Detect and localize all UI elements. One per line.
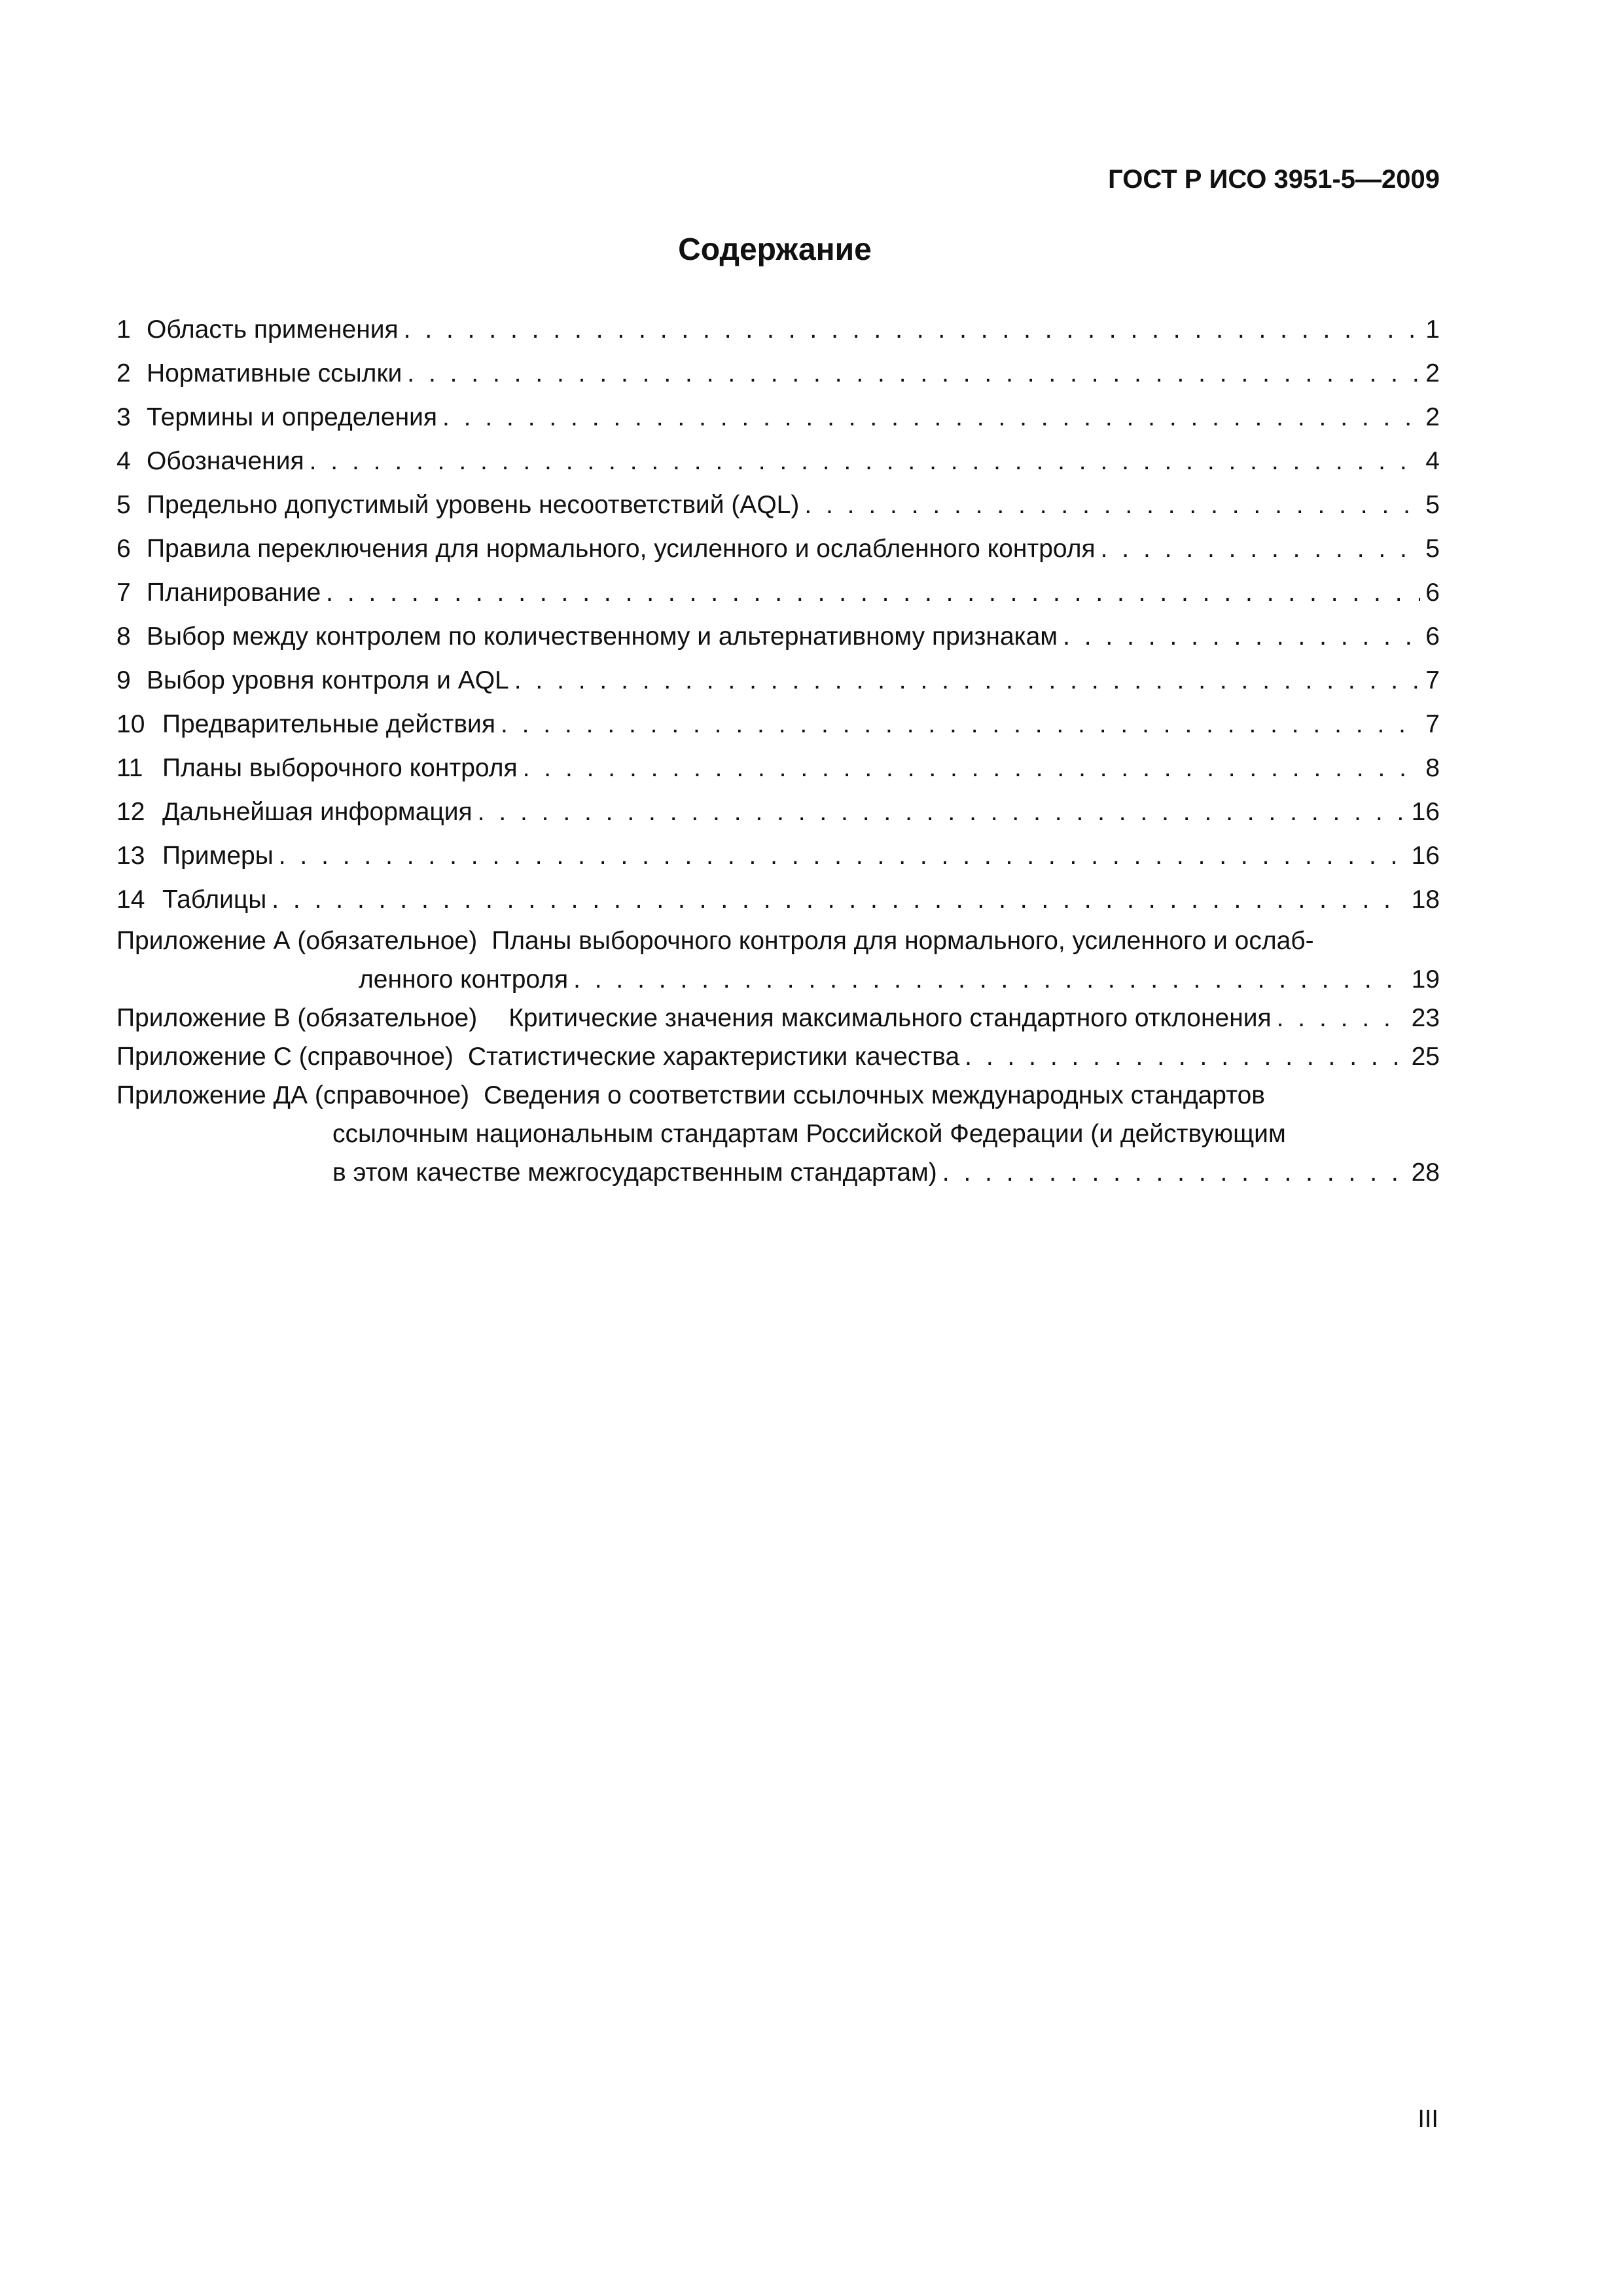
toc-item-number: 6 <box>116 535 131 563</box>
toc-item[interactable] <box>116 483 1440 527</box>
dot-leader <box>501 702 1420 746</box>
toc-item-label: Выбор уровня контроля и AQL <box>147 666 509 694</box>
toc-item-label: Дальнейшая информация <box>162 798 473 826</box>
toc-item-number: 13 <box>116 842 145 870</box>
toc-item-label: Область применения <box>147 315 399 344</box>
annex-title-line: Статистические характеристики качества <box>467 1043 960 1071</box>
annex-title-line: Критические значения максимального стандартного отклонения <box>508 1004 1272 1032</box>
dot-leader <box>478 790 1406 834</box>
toc-item-number: 14 <box>116 886 145 914</box>
toc-annex-a[interactable] <box>116 922 1440 999</box>
toc-item-page: 18 <box>1411 886 1440 914</box>
toc-item-label: Выбор между контролем по количественному и альтернативному признакам <box>147 622 1058 651</box>
toc-item[interactable] <box>116 527 1440 571</box>
toc-item-number: 1 <box>116 315 131 344</box>
toc-item[interactable] <box>116 395 1440 439</box>
dot-leader <box>965 1037 1406 1076</box>
table-of-contents <box>116 308 1440 1192</box>
toc-item-page: 2 <box>1425 403 1440 431</box>
toc-item-number: 8 <box>116 622 131 651</box>
toc-item-number: 2 <box>116 359 131 387</box>
annex-title-line: в этом качестве межгосударственным стандартам) <box>332 1158 937 1187</box>
dot-leader <box>407 351 1420 395</box>
toc-item-label: Предварительные действия <box>162 710 495 738</box>
toc-item[interactable] <box>116 439 1440 483</box>
toc-item[interactable] <box>116 878 1440 922</box>
annex-title-line: Планы выборочного контроля для нормального, усиленного и ослаб- <box>491 927 1314 955</box>
toc-item-label: Нормативные ссылки <box>147 359 402 387</box>
toc-item[interactable] <box>116 351 1440 395</box>
annex-heading: Приложение А (обязательное) <box>116 927 478 955</box>
toc-item-page: 6 <box>1425 622 1440 651</box>
toc-item[interactable] <box>116 702 1440 746</box>
annex-heading: Приложение ДА (справочное) <box>116 1081 470 1109</box>
dot-leader <box>573 960 1406 999</box>
toc-annex-da[interactable] <box>116 1076 1440 1192</box>
toc-item-page: 25 <box>1411 1043 1440 1071</box>
page-number: III <box>1418 2106 1438 2133</box>
toc-item-page: 2 <box>1425 359 1440 387</box>
toc-item[interactable] <box>116 308 1440 351</box>
toc-item-page: 19 <box>1411 965 1440 994</box>
toc-item[interactable] <box>116 790 1440 834</box>
toc-item-page: 28 <box>1411 1158 1440 1187</box>
toc-item-number: 10 <box>116 710 145 738</box>
dot-leader <box>942 1153 1406 1192</box>
toc-item[interactable] <box>116 746 1440 790</box>
dot-leader <box>1101 527 1421 571</box>
toc-item[interactable] <box>116 658 1440 702</box>
annex-title-line: ленного контроля <box>359 965 569 994</box>
dot-leader <box>523 746 1421 790</box>
toc-item-page: 8 <box>1425 754 1440 782</box>
document-code: ГОСТ Р ИСО 3951-5—2009 <box>1108 165 1440 194</box>
annex-title-line: Сведения о соответствии ссылочных международных стандартов <box>484 1081 1265 1109</box>
toc-item-page: 16 <box>1411 842 1440 870</box>
toc-item-label: Таблицы <box>162 886 267 914</box>
dot-leader <box>310 439 1421 483</box>
toc-item-page: 7 <box>1425 666 1440 694</box>
dot-leader <box>1277 999 1406 1037</box>
dot-leader <box>442 395 1420 439</box>
toc-item-label: Термины и определения <box>147 403 438 431</box>
toc-item-page: 23 <box>1411 1004 1440 1032</box>
toc-item-label: Планы выборочного контроля <box>162 754 518 782</box>
toc-item-label: Предельно допустимый уровень несоответствий (AQL) <box>147 491 800 519</box>
toc-item[interactable] <box>116 571 1440 615</box>
toc-item-label: Правила переключения для нормального, усиленного и ослабленного контроля <box>147 535 1096 563</box>
dot-leader <box>404 308 1421 351</box>
toc-item[interactable] <box>116 615 1440 658</box>
toc-item-number: 4 <box>116 447 131 475</box>
toc-item-number: 9 <box>116 666 131 694</box>
dot-leader <box>514 658 1421 702</box>
dot-leader <box>326 571 1420 615</box>
toc-item-page: 5 <box>1425 535 1440 563</box>
toc-item-label: Обозначения <box>147 447 304 475</box>
toc-item-number: 7 <box>116 579 131 607</box>
toc-item-number: 3 <box>116 403 131 431</box>
dot-leader <box>1063 615 1420 658</box>
annex-title-line: ссылочным национальным стандартам Российской Федерации (и действующим <box>332 1120 1286 1148</box>
toc-item-page: 5 <box>1425 491 1440 519</box>
annex-heading: Приложение В (обязательное) <box>116 1004 478 1032</box>
toc-item-number: 5 <box>116 491 131 519</box>
annex-heading: Приложение С (справочное) <box>116 1043 454 1071</box>
dot-leader <box>804 483 1420 527</box>
toc-annex-c[interactable] <box>116 1037 1440 1076</box>
toc-item[interactable] <box>116 834 1440 878</box>
toc-item-page: 4 <box>1425 447 1440 475</box>
toc-item-page: 1 <box>1425 315 1440 344</box>
toc-item-page: 16 <box>1411 798 1440 826</box>
toc-item-label: Примеры <box>162 842 274 870</box>
dot-leader <box>279 834 1406 878</box>
toc-item-page: 7 <box>1425 710 1440 738</box>
dot-leader <box>272 878 1406 922</box>
toc-item-number: 11 <box>116 754 143 782</box>
toc-item-label: Планирование <box>147 579 321 607</box>
page-title: Содержание <box>678 232 872 267</box>
toc-item-number: 12 <box>116 798 145 826</box>
toc-annex-b[interactable] <box>116 999 1440 1037</box>
toc-item-page: 6 <box>1425 579 1440 607</box>
